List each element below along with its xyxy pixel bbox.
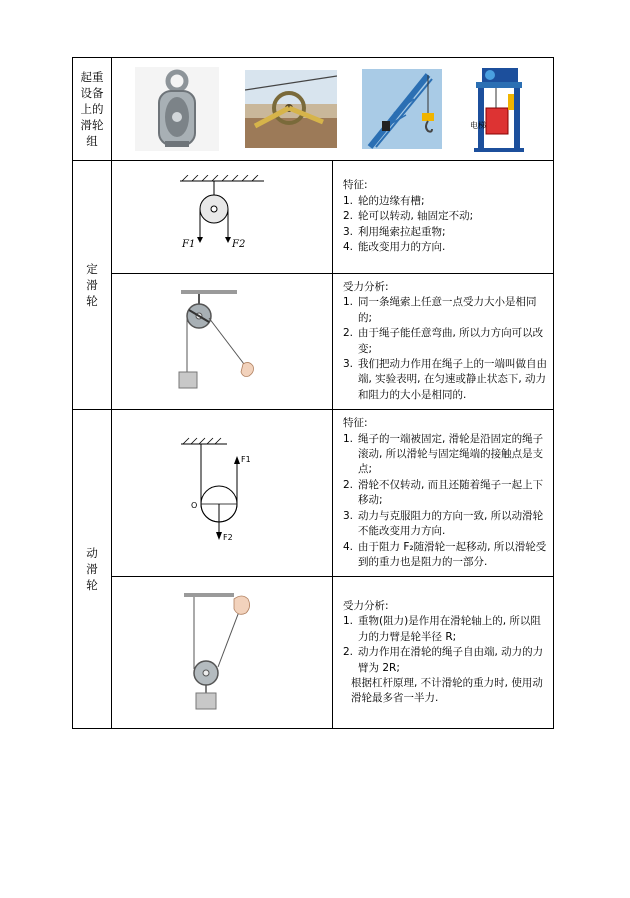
pulley-table [72, 57, 554, 729]
features-list [343, 194, 547, 256]
list-item: 1. 重物(阻力)是作用在滑轮轴上的, 所以阻力的力臂是轮半径 R; [343, 615, 541, 643]
construction-pulley-photo [245, 70, 337, 148]
force-label-f2: F2 [223, 533, 233, 543]
analysis-list [343, 295, 547, 403]
analysis-heading: 受力分析: [343, 281, 389, 293]
force-label-f1: F1 [182, 239, 196, 250]
movable-features-text [333, 410, 554, 577]
pulley-block-photo [135, 67, 219, 151]
label-line: 轮 [86, 294, 98, 309]
row-label-movable [73, 410, 112, 729]
elevator-diagram [468, 64, 530, 154]
list-item: 1. 轮的边缘有槽; [343, 194, 425, 207]
label-line: 起重 [80, 70, 104, 84]
features-heading: 特征: [343, 179, 368, 192]
label-line: 滑轮 [80, 118, 104, 132]
list-item: 3. 利用绳索拉起重物; [343, 225, 446, 238]
movable-analysis-text [333, 577, 554, 729]
row-label-fixed [73, 161, 112, 410]
movable-pulley-photo-cell [112, 577, 333, 729]
fixed-pulley-hand-photo [177, 288, 267, 392]
row-fixed-features [73, 161, 554, 274]
features-list [343, 432, 547, 571]
list-item: 2. 轮可以转动, 轴固定不动; [343, 210, 474, 223]
list-item: 4. 由于阻力 F₂随滑轮一起移动, 所以滑轮受到的重力也是阻力的一部分. [343, 540, 547, 568]
label-line: 滑 [86, 278, 98, 293]
features-heading: 特征: [343, 417, 368, 430]
list-item: 4. 能改变用力的方向. [343, 241, 446, 254]
fulcrum-label-o: O [191, 501, 198, 511]
fixed-pulley-figure-cell [112, 161, 333, 274]
analysis-heading: 受力分析: [343, 599, 389, 612]
label-line: 组 [86, 134, 98, 148]
elevator-caption: 电梯 [470, 121, 487, 130]
fixed-pulley-photo-cell [112, 274, 333, 410]
list-item: 3. 我们把动力作用在绳子上的一端叫做自由端, 实验表明, 在匀速或静止状态下, 动力和阻力的大小是相同的. [343, 358, 547, 401]
list-item: 2. 滑轮不仅转动, 而且还随着绳子一起上下移动; [343, 478, 544, 507]
analysis-list [343, 614, 547, 676]
list-item: 2. 动力作用在滑轮的绳子自由端, 动力的力臂为 2R; [343, 646, 544, 674]
label-line: 设备 [80, 86, 104, 100]
list-item: 1. 同一条绳索上任意一点受力大小是相同的; [343, 296, 537, 324]
crane-photo [362, 69, 442, 149]
list-item: 2. 由于绳子能任意弯曲, 所以力方向可以改变; [343, 327, 544, 355]
label-line: 上的 [80, 102, 104, 116]
label-line: 滑 [86, 562, 98, 577]
fixed-features-text [333, 161, 554, 274]
label-line: 轮 [86, 578, 98, 593]
force-label-f1: F1 [241, 455, 251, 465]
row-movable-features [73, 410, 554, 577]
crane-photos-cell [112, 58, 554, 161]
lever-principle-note: 根据杠杆原理, 不计滑轮的重力时, 使用动滑轮最多省一半力. [351, 676, 543, 705]
label-line: 定 [86, 262, 98, 277]
movable-pulley-figure-cell [112, 410, 333, 577]
force-label-f2: F2 [232, 239, 246, 250]
fixed-pulley-diagram [172, 175, 272, 255]
fixed-analysis-text [333, 274, 554, 410]
row-movable-analysis [73, 577, 554, 729]
row-crane-pulley-block [73, 58, 554, 161]
row-fixed-analysis [73, 274, 554, 410]
row-label-crane [73, 58, 112, 161]
movable-pulley-diagram [177, 436, 267, 546]
list-item: 3. 动力与克服阻力的方向一致, 所以动滑轮不能改变用力方向. [343, 509, 544, 538]
movable-pulley-hand-photo [182, 589, 262, 713]
label-line: 动 [86, 546, 98, 561]
list-item: 1. 绳子的一端被固定, 滑轮是沿固定的绳子滚动, 所以滑轮与固定绳端的接触点是支点; [343, 432, 544, 476]
